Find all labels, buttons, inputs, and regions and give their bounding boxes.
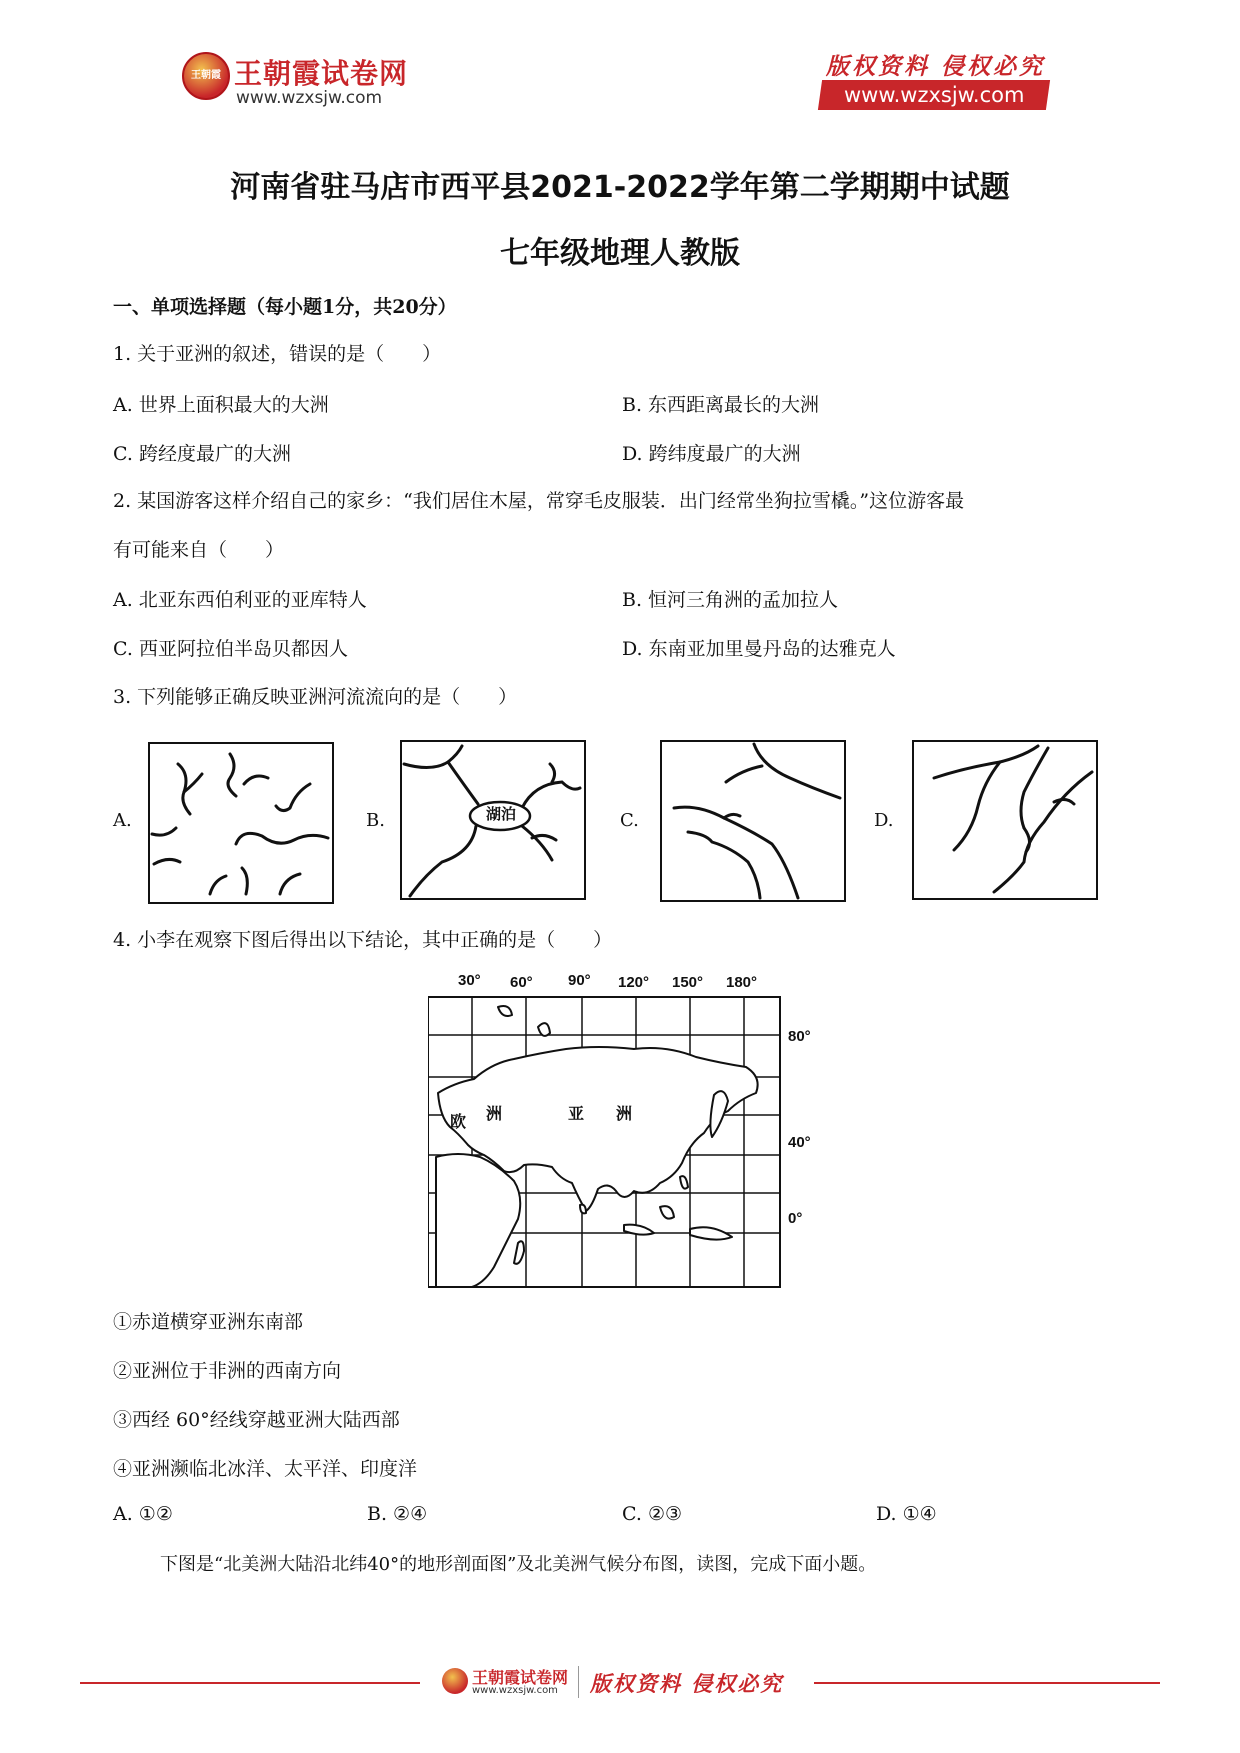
q2-option-b: B. 恒河三角洲的孟加拉人 [622,589,839,611]
asia-map [428,967,824,1289]
q4-option-c: C. ②③ [622,1503,683,1525]
footer-logo-badge [442,1668,468,1694]
lat-label-40: 40° [788,1134,811,1151]
q4-statement-1: ①赤道横穿亚洲东南部 [113,1311,304,1333]
question-3-stem: 3. 下列能够正确反映亚洲河流流向的是（ ） [113,686,518,708]
lon-label-180: 180° [726,974,758,991]
q3-label-d: D. [874,810,894,831]
q3-river-diagram-d [912,740,1098,900]
lon-label-120: 120° [618,974,650,991]
lon-label-60: 60° [510,974,533,991]
lat-label-0: 0° [788,1210,803,1227]
footer-logo-name: 王朝霞试卷网 [472,1668,569,1687]
lat-label-80: 80° [788,1028,811,1045]
page-title: 河南省驻马店市西平县2021-2022学年第二学期期中试题 [230,170,1010,205]
map-label-zhou-2: 洲 [616,1104,633,1123]
q3-label-c: C. [620,810,639,831]
logo-url[interactable]: www.wzxsjw.com [236,88,383,108]
q3-river-diagram-c [660,740,846,902]
q3-label-a: A. [113,810,132,831]
sri-lanka [580,1205,586,1214]
url-banner-text: www.wzxsjw.com [843,83,1025,107]
lon-label-30: 30° [458,972,481,989]
q4-option-a: A. ①② [113,1503,173,1525]
map-label-zhou-1: 洲 [486,1104,503,1123]
q1-option-a: A. 世界上面积最大的大洲 [113,394,329,416]
footer-rule-left [80,1682,420,1684]
question-2-stem-cont: 有可能来自（ ） [113,539,285,561]
page-subtitle: 七年级地理人教版 [500,236,740,271]
footer-rule-right [814,1682,1160,1684]
q4-option-d: D. ①④ [876,1503,937,1525]
map-label-ou: 欧 [450,1112,467,1131]
map-label-ya: 亚 [568,1104,585,1123]
q3-lake-label: 湖泊 [485,805,516,823]
copyright-notice: 版权资料 侵权必究 [826,53,1046,80]
lon-label-150: 150° [672,974,704,991]
question-1-stem: 1. 关于亚洲的叙述，错误的是（ ） [113,343,442,365]
q1-option-b: B. 东西距离最长的大洲 [622,394,820,416]
url-banner[interactable] [818,80,1050,110]
footer-copyright: 版权资料 侵权必究 [590,1671,784,1696]
footer-logo-url[interactable]: www.wzxsjw.com [472,1685,558,1696]
q4-option-b: B. ②④ [367,1503,428,1525]
logo-badge-text: 王朝霞 [191,70,221,81]
q2-option-d: D. 东南亚加里曼丹岛的达雅克人 [622,638,896,660]
q3-label-b: B. [366,810,385,831]
q4-statement-3: ③西经 60°经线穿越亚洲大陆西部 [113,1409,400,1431]
footer-separator [578,1666,579,1698]
q4-statement-2: ②亚洲位于非洲的西南方向 [113,1360,342,1382]
next-question-intro: 下图是“北美洲大陆沿北纬40°的地形剖面图”及北美洲气候分布图，读图，完成下面小题。 [160,1554,877,1575]
q1-option-c: C. 跨经度最广的大洲 [113,443,291,465]
logo-name: 王朝霞试卷网 [234,57,409,90]
lon-label-90: 90° [568,972,591,989]
q1-option-d: D. 跨纬度最广的大洲 [622,443,801,465]
q2-option-c: C. 西亚阿拉伯半岛贝都因人 [113,638,348,660]
q2-option-a: A. 北亚东西伯利亚的亚库特人 [113,589,367,611]
section-heading: 一、单项选择题（每小题1分，共20分） [113,296,457,318]
q4-statement-4: ④亚洲濒临北冰洋、太平洋、印度洋 [113,1458,418,1480]
q3-river-diagram-a [148,742,334,904]
question-2-stem: 2. 某国游客这样介绍自己的家乡：“我们居住木屋，常穿毛皮服装．出门经常坐狗拉雪橇。”这位游客最 [113,490,965,512]
question-4-stem: 4. 小李在观察下图后得出以下结论，其中正确的是（ ） [113,929,613,951]
